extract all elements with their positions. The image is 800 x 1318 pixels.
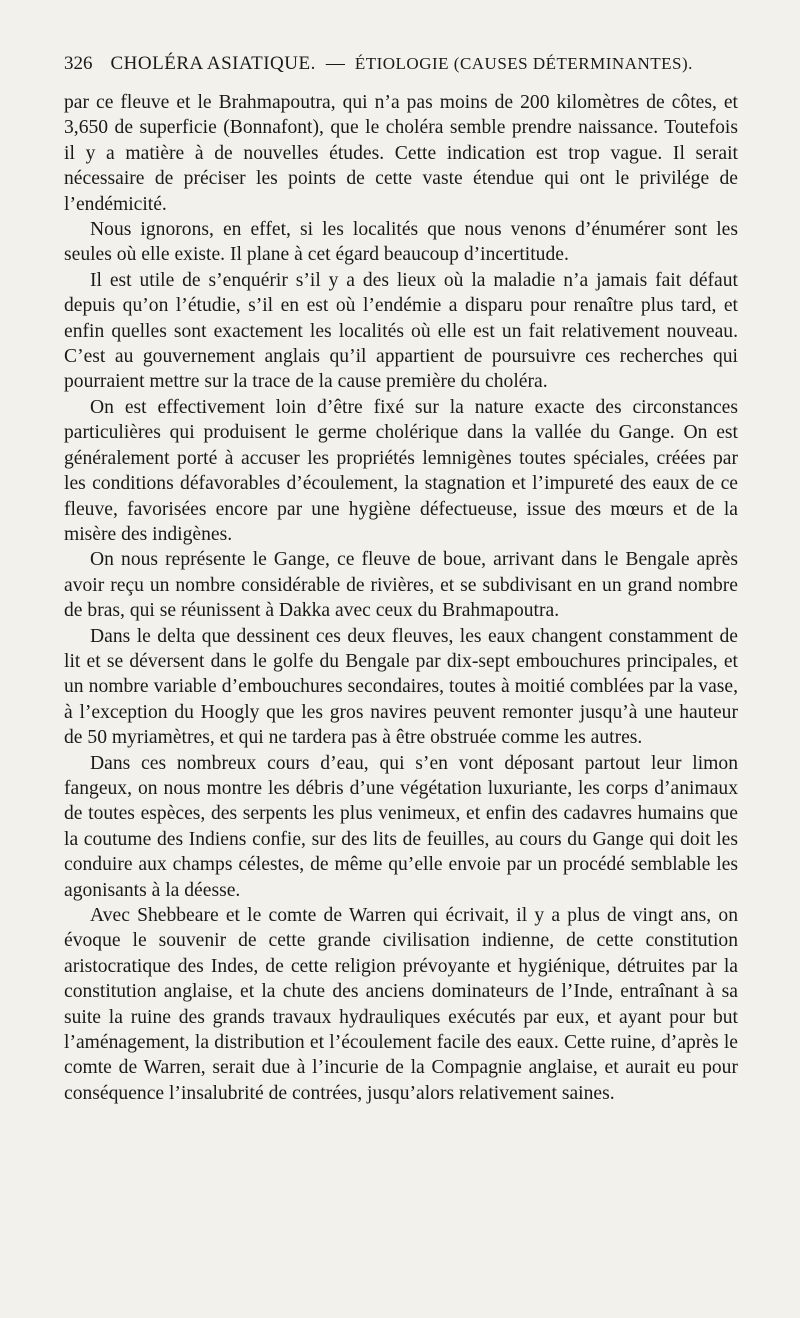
paragraph: Dans ces nombreux cours d’eau, qui s’en vont déposant partout leur limon fangeux, on nous montre les débris d’une végétation luxuriante, les corps d’animaux de toutes espèces, des serpents les plus venimeux, et enfin des cadavres humains que la coutume des Indiens confie, sur des lits de feuilles, au cours du Gange qui doit les conduire aux champs célestes, de même qu’elle envoie par un procédé semblable les agonisants à la déesse.	[64, 752, 738, 901]
header-separator: —	[325, 53, 345, 74]
paragraph: Avec Shebbeare et le comte de Warren qui écrivait, il y a plus de vingt ans, on évoque le souvenir de cette grande civilisation indienne, de cette constitution aristocratique des Indes, de cette religion prévoyante et hygiénique, détruites par la constitution anglaise, et la chute des anciens dominateurs de l’Inde, entraînant à sa suite la ruine des grands travaux hydrauliques exécutés par eux, et ayant pour but l’aménagement, la distribution et l’écoulement facile des eaux. Cette ruine, d’après le comte de Warren, serait due à l’incurie de la Compagnie anglaise, et aurait eu pour conséquence l’insalubrité de contrées, jusqu’alors relativement saines.	[64, 905, 738, 1104]
section-title: ÉTIOLOGIE (CAUSES DÉTERMINANTES).	[354, 54, 693, 73]
paragraph: Dans le delta que dessinent ces deux fleuves, les eaux changent constamment de lit et se déversent dans le golfe du Bengale par dix-sept embouchures principales, et un nombre variable d’embouchures secondaires, toutes à moitié comblées par la vase, à l’exception du Hoogly que les gros navires peuvent remonter jusqu’à une hauteur de 50 myriamètres, et qui ne tardera pas à être obstruée comme les autres.	[64, 625, 738, 749]
chapter-title: CHOLÉRA ASIATIQUE.	[110, 53, 316, 74]
paragraph-continuation: par ce fleuve et le Brahmapoutra, qui n’a pas moins de 200 kilomètres de côtes, et 3,650 de superficie (Bonnafont), que le choléra semble prendre naissance. Toutefois il y a matière à de nouvelles études. Cette indication est trop vague. Il serait nécessaire de préciser les points de cette vaste étendue qui ont le privilége de l’endémicité.	[64, 92, 738, 215]
paragraph: On nous représente le Gange, ce fleuve de boue, arrivant dans le Bengale après avoir reçu un nombre considérable de rivières, et se subdivisant en un grand nombre de bras, qui se réunissent à Dakka avec ceux du Brahmapoutra.	[64, 549, 738, 622]
page-number: 326	[64, 53, 93, 74]
paragraph: Il est utile de s’enquérir s’il y a des lieux où la maladie n’a jamais fait défaut depuis qu’on l’étudie, s’il en est où l’endémie a disparu pour renaître plus tard, et enfin quelles sont exactement les localités où elle est un fait relativement nouveau. C’est au gouvernement anglais qu’il appartient de poursuivre ces recherches qui pourraient mettre sur la trace de la cause première du choléra.	[64, 269, 738, 393]
paragraph: On est effectivement loin d’être fixé sur la nature exacte des circonstances particulières qui produisent le germe cholérique dans la vallée du Gange. On est généralement porté à accuser les propriétés lemnigènes toutes spéciales, créées par les conditions défavorables d’écoulement, la stagnation et l’impureté des eaux de ce fleuve, favorisées encore par une hygiène défectueuse, issue des mœurs et de la misère des indigènes.	[64, 396, 738, 545]
paragraph: Nous ignorons, en effet, si les localités que nous venons d’énumérer sont les seules où elle existe. Il plane à cet égard beaucoup d’incertitude.	[64, 219, 738, 266]
running-head	[64, 52, 738, 76]
